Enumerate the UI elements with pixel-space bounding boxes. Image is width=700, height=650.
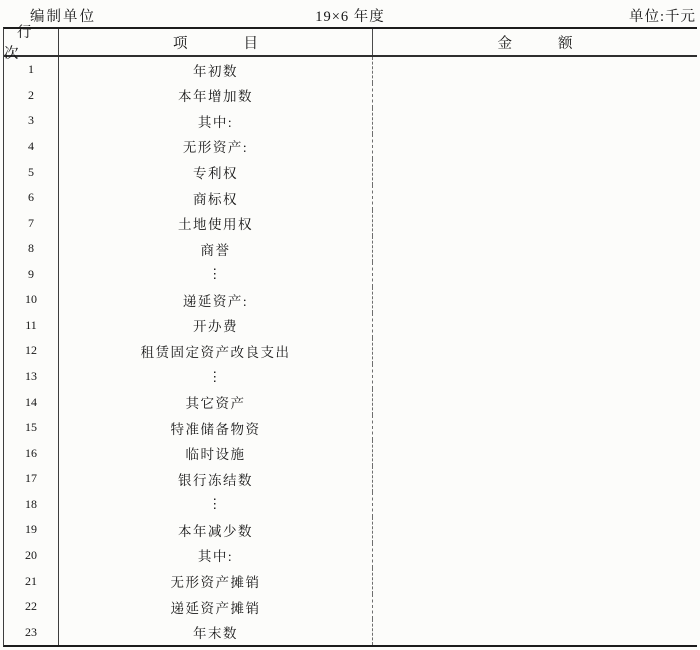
row-amount-value [373, 466, 697, 492]
table-row [4, 134, 697, 160]
row-amount-value [373, 287, 697, 313]
row-item-name: 临时设施 [59, 440, 373, 466]
row-item-name: 银行冻结数 [59, 466, 373, 492]
row-item-name: 土地使用权 [59, 210, 373, 236]
table-row [4, 185, 697, 211]
document-header [0, 2, 700, 26]
row-item-name: ⋮ [59, 492, 373, 518]
table-row [4, 364, 697, 390]
table-row [4, 83, 697, 109]
row-amount-value [373, 440, 697, 466]
row-item-name: 开办费 [59, 313, 373, 339]
row-item-name: 本年减少数 [59, 517, 373, 543]
row-line-number: 15 [4, 415, 59, 441]
row-amount-value [373, 313, 697, 339]
row-amount-value [373, 415, 697, 441]
row-amount-value [373, 594, 697, 620]
row-item-name: ⋮ [59, 364, 373, 390]
row-item-name: 商誉 [59, 236, 373, 262]
row-item-name: 无形资产: [59, 134, 373, 160]
row-amount-value [373, 159, 697, 185]
table-row [4, 236, 697, 262]
row-amount-value [373, 619, 697, 645]
table-row [4, 159, 697, 185]
row-line-number: 9 [4, 262, 59, 288]
row-line-number: 3 [4, 108, 59, 134]
row-line-number: 12 [4, 338, 59, 364]
row-amount-value [373, 262, 697, 288]
row-item-name: 年末数 [59, 619, 373, 645]
table-row [4, 415, 697, 441]
table-row [4, 517, 697, 543]
row-amount-value [373, 134, 697, 160]
table-row [4, 466, 697, 492]
row-amount-value [373, 185, 697, 211]
row-line-number: 14 [4, 389, 59, 415]
table-row [4, 313, 697, 339]
row-item-name: 递延资产摊销 [59, 594, 373, 620]
table-row [4, 594, 697, 620]
column-header-line-number: 行次 [4, 29, 59, 55]
row-line-number: 21 [4, 568, 59, 594]
row-amount-value [373, 338, 697, 364]
row-line-number: 4 [4, 134, 59, 160]
row-line-number: 17 [4, 466, 59, 492]
fiscal-year-label: 19×6 年度 [315, 9, 385, 25]
row-line-number: 1 [4, 57, 59, 83]
row-amount-value [373, 210, 697, 236]
row-amount-value [373, 568, 697, 594]
row-line-number: 20 [4, 543, 59, 569]
table-row [4, 619, 697, 645]
row-line-number: 22 [4, 594, 59, 620]
table-header-row [4, 25, 697, 62]
row-line-number: 19 [4, 517, 59, 543]
row-item-name: 租赁固定资产改良支出 [59, 338, 373, 364]
prepared-by-label: 编制单位 [30, 9, 96, 25]
row-line-number: 18 [4, 492, 59, 518]
row-item-name: 其中: [59, 543, 373, 569]
row-item-name: 年初数 [59, 57, 373, 83]
row-item-name: 其中: [59, 108, 373, 134]
table-row [4, 262, 697, 288]
row-line-number: 23 [4, 619, 59, 645]
row-amount-value [373, 543, 697, 569]
row-item-name: ⋮ [59, 262, 373, 288]
row-line-number: 6 [4, 185, 59, 211]
row-amount-value [373, 83, 697, 109]
table-row [4, 287, 697, 313]
table-row [4, 210, 697, 236]
table-row [4, 492, 697, 518]
table-row [4, 57, 697, 83]
row-amount-value [373, 517, 697, 543]
row-item-name: 递延资产: [59, 287, 373, 313]
table-row [4, 108, 697, 134]
row-amount-value [373, 108, 697, 134]
row-amount-value [373, 492, 697, 518]
row-amount-value [373, 57, 697, 83]
row-item-name: 特准储备物资 [59, 415, 373, 441]
row-item-name: 商标权 [59, 185, 373, 211]
row-amount-value [373, 389, 697, 415]
row-line-number: 10 [4, 287, 59, 313]
row-line-number: 11 [4, 313, 59, 339]
table-row [4, 543, 697, 569]
column-header-item: 项目 [59, 29, 373, 55]
row-item-name: 无形资产摊销 [59, 568, 373, 594]
table-row [4, 338, 697, 364]
table-row [4, 440, 697, 466]
row-item-name: 本年增加数 [59, 83, 373, 109]
row-line-number: 2 [4, 83, 59, 109]
row-amount-value [373, 364, 697, 390]
row-item-name: 专利权 [59, 159, 373, 185]
row-item-name: 其它资产 [59, 389, 373, 415]
row-line-number: 5 [4, 159, 59, 185]
table-body [4, 57, 697, 645]
table-row [4, 389, 697, 415]
row-line-number: 16 [4, 440, 59, 466]
column-header-amount: 金额 [497, 35, 619, 52]
assets-statement-table [3, 27, 697, 647]
row-line-number: 13 [4, 364, 59, 390]
table-row [4, 568, 697, 594]
row-line-number: 8 [4, 236, 59, 262]
unit-of-measure-label: 单位:千元 [628, 9, 696, 25]
row-line-number: 7 [4, 210, 59, 236]
row-amount-value [373, 236, 697, 262]
